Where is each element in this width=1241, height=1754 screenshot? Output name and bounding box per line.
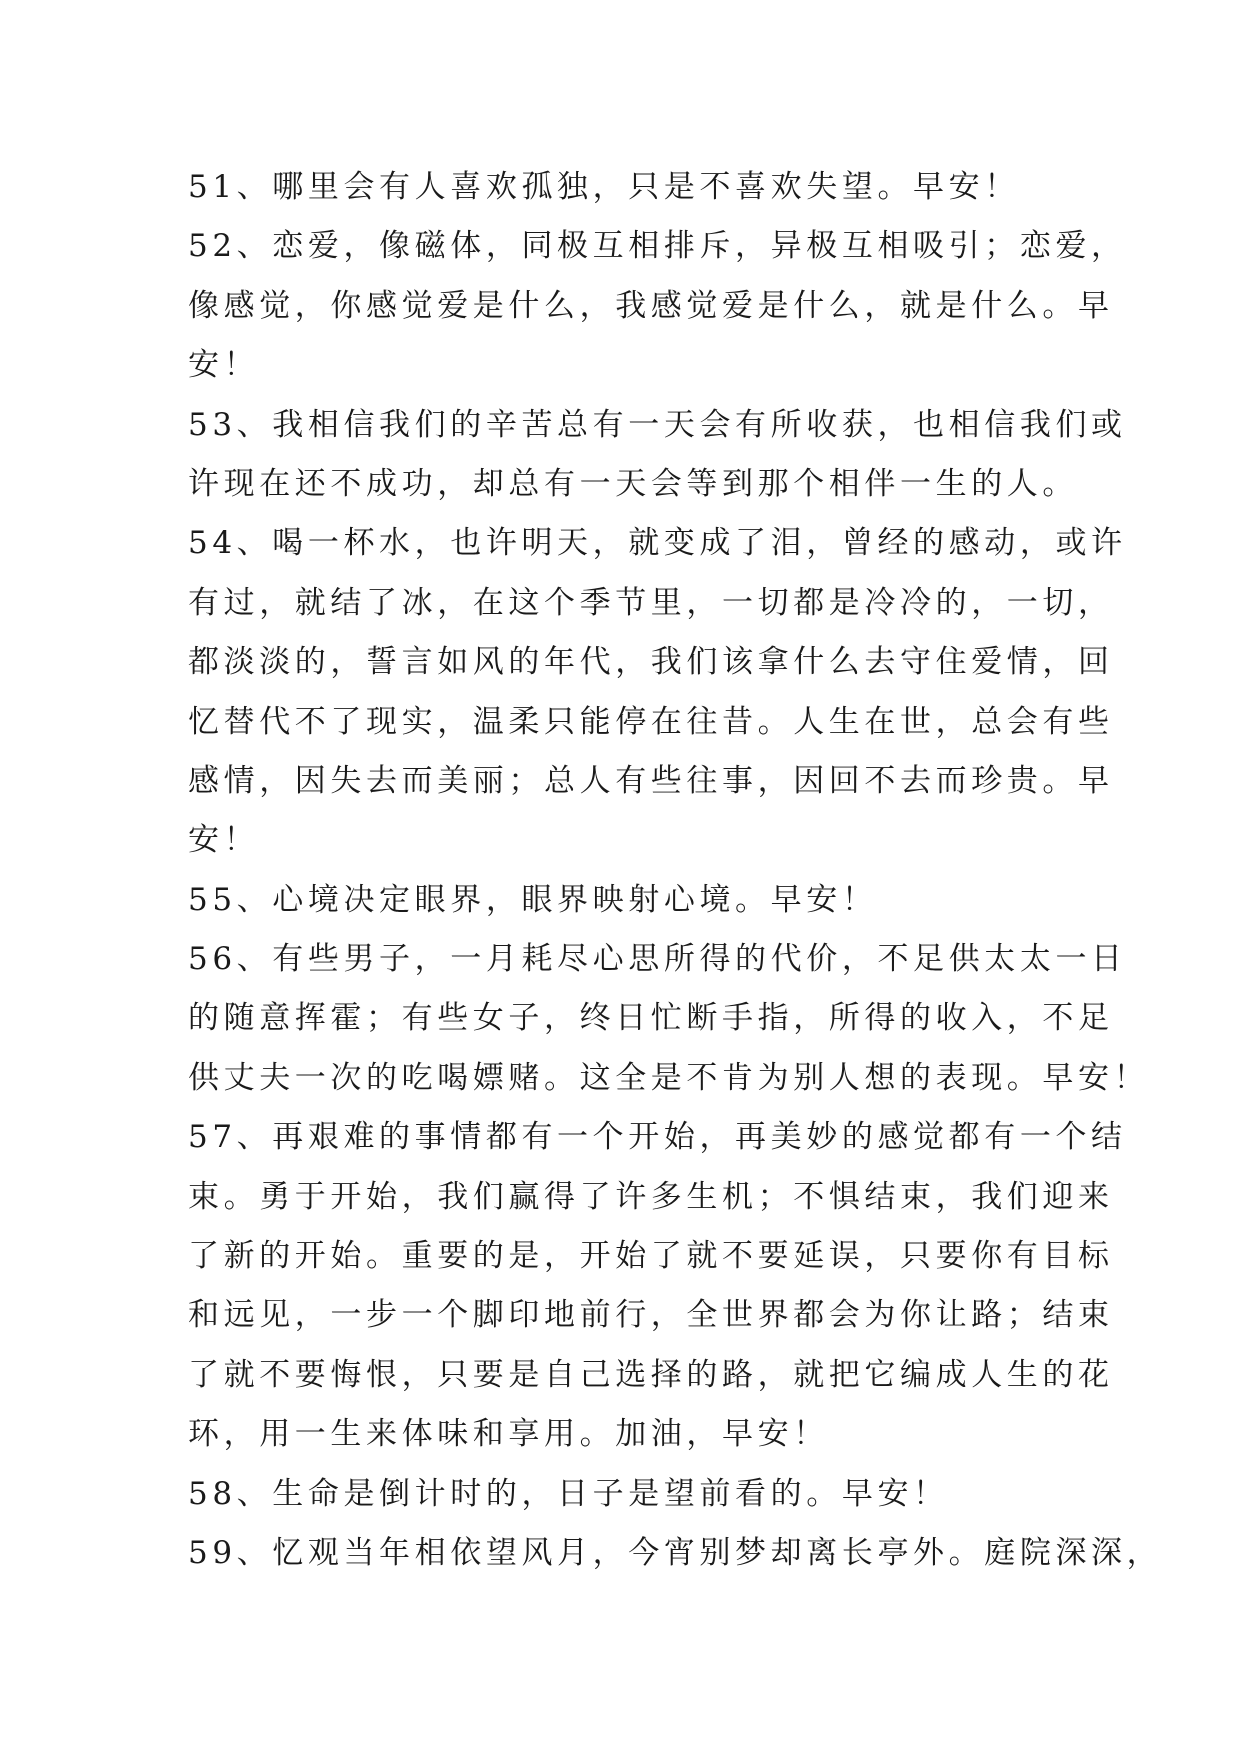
text-line: 51、哪里会有人喜欢孤独，只是不喜欢失望。早安！: [188, 169, 1020, 205]
text-line: 安！: [188, 347, 260, 384]
text-line: 了新的开始。重要的是，开始了就不要延误，只要你有目标: [188, 1238, 1114, 1275]
text-line: 55、心境决定眼界，眼界映射心境。早安！: [188, 881, 878, 918]
text-line: 像感觉，你感觉爱是什么，我感觉爱是什么，就是什么。早: [188, 287, 1114, 324]
text-line: 58、生命是倒计时的，日子是望前看的。早安！: [188, 1475, 949, 1512]
text-line: 59、忆观当年相依望风月，今宵别梦却离长亭外。庭院深深，: [188, 1534, 1163, 1571]
text-line: 许现在还不成功，却总有一天会等到那个相伴一生的人。: [188, 465, 1078, 502]
text-line: 53、我相信我们的辛苦总有一天会有所收获，也相信我们或: [188, 406, 1127, 443]
text-line: 束。勇于开始，我们赢得了许多生机；不惧结束，我们迎来: [188, 1178, 1114, 1215]
text-line: 供丈夫一次的吃喝嫖赌。这全是不肯为别人想的表现。早安！: [188, 1059, 1150, 1096]
text-line: 安！: [188, 822, 260, 859]
text-line: 感情，因失去而美丽；总人有些往事，因回不去而珍贵。早: [188, 762, 1114, 799]
text-line: 54、喝一杯水，也许明天，就变成了泪，曾经的感动，或许: [188, 525, 1127, 562]
text-line: 环，用一生来体味和享用。加油，早安！: [188, 1416, 829, 1453]
text-line: 忆替代不了现实，温柔只能停在往昔。人生在世，总会有些: [188, 703, 1114, 740]
text-line: 56、有些男子，一月耗尽心思所得的代价，不足供太太一日: [188, 941, 1127, 978]
text-line: 都淡淡的，誓言如风的年代，我们该拿什么去守住爱情，回: [188, 644, 1114, 681]
text-line: 57、再艰难的事情都有一个开始，再美妙的感觉都有一个结: [188, 1119, 1127, 1156]
text-line: 了就不要悔恨，只要是自己选择的路，就把它编成人生的花: [188, 1356, 1114, 1393]
document-body: [188, 158, 1163, 1583]
text-line: 52、恋爱，像磁体，同极互相排斥，异极互相吸引；恋爱，: [188, 228, 1127, 265]
text-line: 有过，就结了冰，在这个季节里，一切都是冷冷的，一切，: [188, 584, 1114, 621]
text-line: 的随意挥霍；有些女子，终日忙断手指，所得的收入，不足: [188, 1000, 1114, 1037]
text-line: 和远见，一步一个脚印地前行，全世界都会为你让路；结束: [188, 1297, 1114, 1334]
